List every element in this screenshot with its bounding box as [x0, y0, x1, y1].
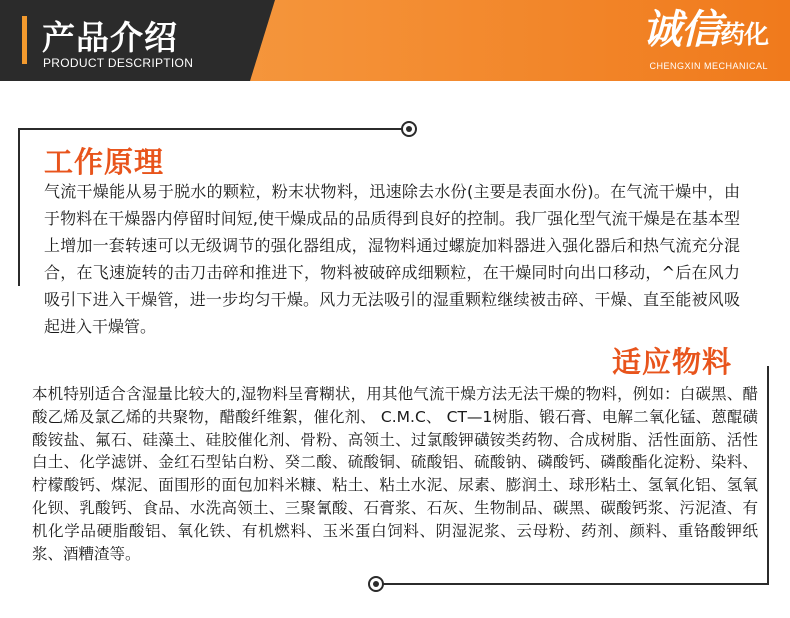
divider-line — [18, 128, 20, 286]
brand-english-name: CHENGXIN MECHANICAL — [649, 61, 768, 71]
header-banner — [0, 0, 790, 81]
divider-line — [18, 128, 407, 130]
bullet-marker-icon — [401, 121, 417, 137]
divider-line — [381, 583, 769, 585]
page-title: 产品介绍 — [42, 18, 178, 57]
divider-line — [767, 366, 769, 584]
brand-name: 诚信药化 — [641, 6, 768, 53]
materials-text: 本机特别适合含湿量比较大的,湿物料呈膏糊状，用其他气流干燥方法无法干燥的物料，例如：白碳黑、醋酸乙烯及氯乙烯的共聚物，醋酸纤维絮，催化剂、 C.M.C、 CT—1树脂、锻石膏、电解二氧化锰、蒽醌磺酸铵盐、氟石、硅藻土、硅胶催化剂、骨粉、高领土、过氯酸钾磺铵类药物、合成树脂、活性面筋、活性白土、化学滤饼、金红石型钻白粉、癸二酸、硫酸铜、硫酸铝、硫酸钠、磷酸钙、磷酸酯化淀粉、染料、柠檬酸钙、煤泥、面围形的面包加料米糠、粘土、粘土水泥、尿素、膨润土、球形粘土、氢氧化铝、氢氧化钡、乳酸钙、食品、水洗高领土、三聚氰酸、石膏浆、石灰、生物制品、碳黑、碳酸钙浆、污泥渣、有机化学品硬脂酸铝、氧化铁、有机燃料、玉米蛋白饲料、阴湿泥浆、云母粉、药剂、颜料、重铬酸钾纸浆、酒糟渣等。 — [32, 385, 758, 563]
page-subtitle: PRODUCT DESCRIPTION — [43, 56, 194, 70]
brand-logo — [642, 6, 768, 71]
header-accent-bar — [22, 16, 27, 64]
bullet-marker-icon — [368, 576, 384, 592]
principle-text: 气流干燥能从易于脱水的颗粒，粉末状物料，迅速除去水份(主要是表面水份)。在气流干燥中，由于物料在干燥器内停留时间短,使干燥成品的品质得到良好的控制。我厂强化型气流干燥是在基本型上增加一套转速可以无级调节的强化器组成，湿物料通过螺旋加料器进入强化器后和热气流充分混合，在飞速旋转的击刀击碎和推进下，物料被破碎成细颗粒，在干燥同时向出口移动，^后在风力吸引下进入干燥管，进一步均匀干燥。风力无法吸引的湿重颗粒继续被击碎、干燥、直至能被风吸起进入干燥管。 — [44, 182, 740, 336]
section-heading-materials: 适应物料 — [612, 345, 733, 379]
section-heading-principle: 工作原理 — [44, 145, 165, 179]
